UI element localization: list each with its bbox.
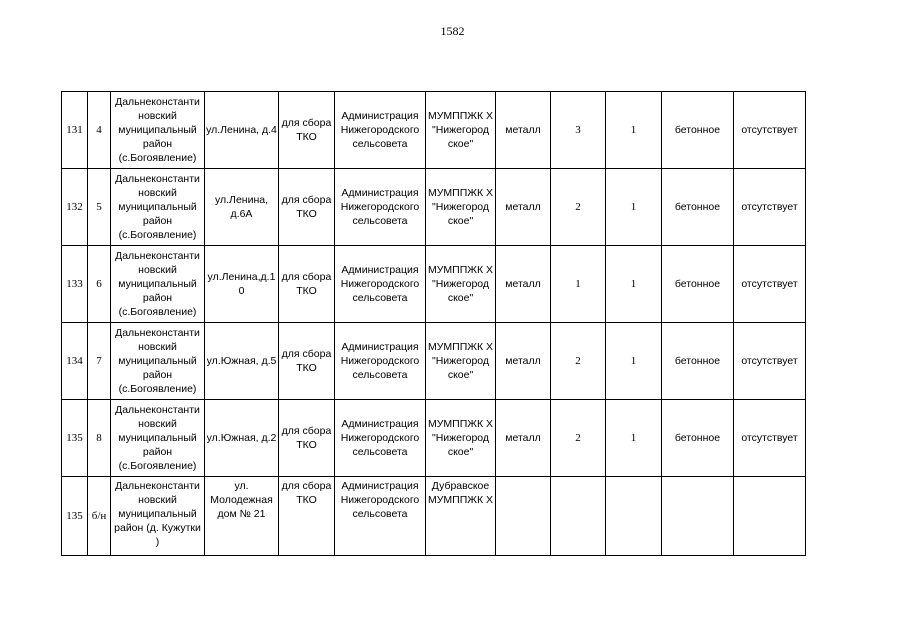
material-cell bbox=[496, 477, 551, 556]
page-number: 1582 bbox=[440, 24, 465, 38]
container-volume-cell: 1 bbox=[606, 92, 662, 169]
operator-cell: МУМППЖК Х "Нижегород ское" bbox=[426, 92, 496, 169]
surface-cell: бетонное bbox=[662, 323, 734, 400]
fence-cell: отсутствует bbox=[734, 169, 806, 246]
owner-cell: Администрация Нижегородского сельсовета bbox=[335, 323, 426, 400]
operator-cell: Дубравское МУМППЖК Х bbox=[426, 477, 496, 556]
table-row bbox=[62, 477, 806, 556]
sub-number-cell: б/н bbox=[88, 477, 111, 556]
fence-cell: отсутствует bbox=[734, 246, 806, 323]
address-cell: ул.Южная, д.2 bbox=[205, 400, 279, 477]
surface-cell bbox=[662, 477, 734, 556]
fence-cell: отсутствует bbox=[734, 92, 806, 169]
address-cell: ул. Молодежная дом № 21 bbox=[205, 477, 279, 556]
operator-cell: МУМППЖК Х "Нижегород ское" bbox=[426, 169, 496, 246]
purpose-cell: для сбора ТКО bbox=[279, 92, 335, 169]
container-count-cell: 1 bbox=[551, 246, 606, 323]
owner-cell: Администрация Нижегородского сельсовета bbox=[335, 92, 426, 169]
district-cell: Дальнеконстанти новский муниципальный район (с.Богоявление) bbox=[111, 323, 205, 400]
operator-cell: МУМППЖК Х "Нижегород ское" bbox=[426, 400, 496, 477]
row-number-cell: 135 bbox=[62, 477, 88, 556]
fence-cell bbox=[734, 477, 806, 556]
address-cell: ул.Ленина, д.6А bbox=[205, 169, 279, 246]
table-row bbox=[62, 92, 806, 169]
fence-cell: отсутствует bbox=[734, 323, 806, 400]
purpose-cell: для сбора ТКО bbox=[279, 400, 335, 477]
owner-cell: Администрация Нижегородского сельсовета bbox=[335, 169, 426, 246]
operator-cell: МУМППЖК Х "Нижегород ское" bbox=[426, 323, 496, 400]
purpose-cell: для сбора ТКО bbox=[279, 169, 335, 246]
container-count-cell: 2 bbox=[551, 323, 606, 400]
purpose-cell: для сбора ТКО bbox=[279, 323, 335, 400]
material-cell: металл bbox=[496, 169, 551, 246]
owner-cell: Администрация Нижегородского сельсовета bbox=[335, 246, 426, 323]
purpose-cell: для сбора ТКО bbox=[279, 477, 335, 556]
container-count-cell: 3 bbox=[551, 92, 606, 169]
container-count-cell bbox=[551, 477, 606, 556]
surface-cell: бетонное bbox=[662, 169, 734, 246]
container-count-cell: 2 bbox=[551, 400, 606, 477]
purpose-cell: для сбора ТКО bbox=[279, 246, 335, 323]
table-body bbox=[62, 92, 806, 556]
table-row bbox=[62, 246, 806, 323]
row-number-cell: 133 bbox=[62, 246, 88, 323]
sub-number-cell: 6 bbox=[88, 246, 111, 323]
owner-cell: Администрация Нижегородского сельсовета bbox=[335, 400, 426, 477]
sub-number-cell: 5 bbox=[88, 169, 111, 246]
row-number-cell: 135 bbox=[62, 400, 88, 477]
owner-cell: Администрация Нижегородского сельсовета bbox=[335, 477, 426, 556]
table-row bbox=[62, 400, 806, 477]
container-volume-cell: 1 bbox=[606, 246, 662, 323]
row-number-cell: 134 bbox=[62, 323, 88, 400]
container-volume-cell: 1 bbox=[606, 400, 662, 477]
address-cell: ул.Ленина, д.4 bbox=[205, 92, 279, 169]
address-cell: ул.Южная, д.5 bbox=[205, 323, 279, 400]
container-volume-cell bbox=[606, 477, 662, 556]
material-cell: металл bbox=[496, 92, 551, 169]
material-cell: металл bbox=[496, 323, 551, 400]
registry-table bbox=[61, 91, 806, 556]
surface-cell: бетонное bbox=[662, 92, 734, 169]
district-cell: Дальнеконстанти новский муниципальный район (с.Богоявление) bbox=[111, 92, 205, 169]
sub-number-cell: 8 bbox=[88, 400, 111, 477]
district-cell: Дальнеконстанти новский муниципальный район (д. Кужутки ) bbox=[111, 477, 205, 556]
district-cell: Дальнеконстанти новский муниципальный район (с.Богоявление) bbox=[111, 400, 205, 477]
district-cell: Дальнеконстанти новский муниципальный район (с.Богоявление) bbox=[111, 169, 205, 246]
row-number-cell: 132 bbox=[62, 169, 88, 246]
surface-cell: бетонное bbox=[662, 246, 734, 323]
operator-cell: МУМППЖК Х "Нижегород ское" bbox=[426, 246, 496, 323]
row-number-cell: 131 bbox=[62, 92, 88, 169]
container-count-cell: 2 bbox=[551, 169, 606, 246]
district-cell: Дальнеконстанти новский муниципальный район (с.Богоявление) bbox=[111, 246, 205, 323]
material-cell: металл bbox=[496, 246, 551, 323]
sub-number-cell: 4 bbox=[88, 92, 111, 169]
table-row bbox=[62, 169, 806, 246]
material-cell: металл bbox=[496, 400, 551, 477]
sub-number-cell: 7 bbox=[88, 323, 111, 400]
container-volume-cell: 1 bbox=[606, 169, 662, 246]
container-volume-cell: 1 bbox=[606, 323, 662, 400]
surface-cell: бетонное bbox=[662, 400, 734, 477]
fence-cell: отсутствует bbox=[734, 400, 806, 477]
table-row bbox=[62, 323, 806, 400]
address-cell: ул.Ленина,д.1 0 bbox=[205, 246, 279, 323]
